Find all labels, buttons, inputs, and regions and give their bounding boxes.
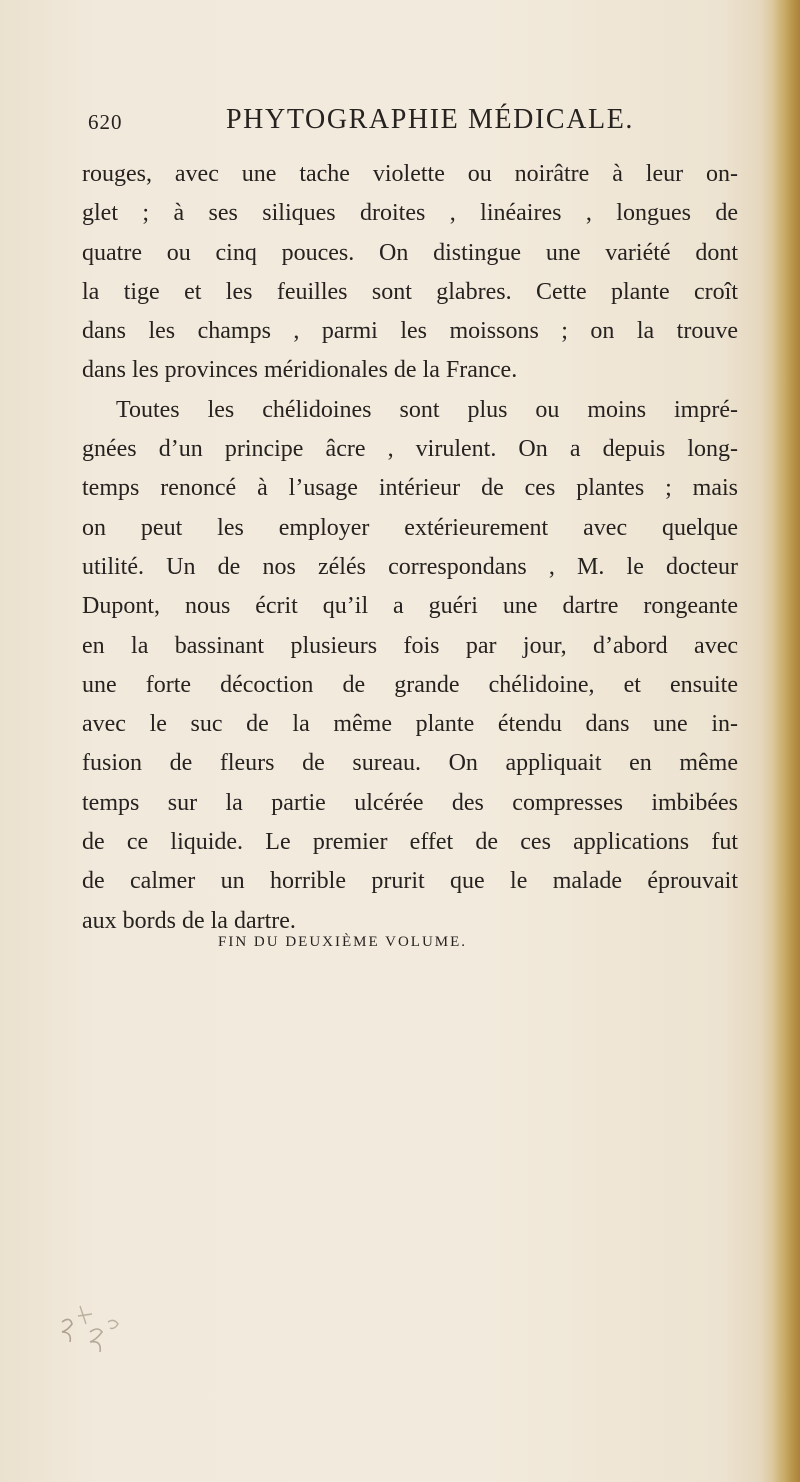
text-line: en la bassinant plusieurs fois par jour, d’abord avec: [82, 632, 738, 659]
text-line: Toutes les chélidoines sont plus ou moins impré-: [116, 396, 738, 423]
text-line: utilité. Un de nos zélés correspondans , M. le docteur: [82, 553, 738, 580]
text-line: aux bords de la dartre.: [82, 907, 296, 934]
text-line: quatre ou cinq pouces. On distingue une variété dont: [82, 239, 738, 266]
text-line: dans les champs , parmi les moissons ; on la trouve: [82, 318, 738, 345]
handwritten-mark: [50, 1300, 140, 1370]
page-header: [88, 104, 748, 144]
text-line: une forte décoction de grande chélidoine, et ensuite: [82, 671, 738, 698]
text-line: dans les provinces méridionales de la France.: [82, 357, 518, 384]
text-line: la tige et les feuilles sont glabres. Cette plante croît: [82, 278, 738, 305]
text-line: temps sur la partie ulcérée des compresses imbibées: [82, 789, 738, 816]
body-text: [82, 155, 738, 941]
text-line: on peut les employer extérieurement avec quelque: [82, 514, 738, 541]
end-of-volume-note: FIN DU DEUXIÈME VOLUME.: [218, 934, 468, 950]
running-title: PHYTOGRAPHIE MÉDICALE.: [226, 104, 635, 135]
text-line: de calmer un horrible prurit que le malade éprouvait: [82, 868, 738, 895]
text-line: de ce liquide. Le premier effet de ces applications fut: [82, 829, 738, 856]
text-line: avec le suc de la même plante étendu dans une in-: [82, 711, 738, 738]
text-line: Dupont, nous écrit qu’il a guéri une dartre rongeante: [82, 593, 738, 620]
page-binding-edge: [772, 0, 800, 1482]
text-line: gnées d’un principe âcre , virulent. On a depuis long-: [82, 436, 738, 463]
text-line: glet ; à ses siliques droites , linéaires , longues de: [82, 200, 738, 227]
text-line: rouges, avec une tache violette ou noirâtre à leur on-: [82, 161, 738, 187]
page-number: 620: [88, 110, 123, 134]
text-line: fusion de fleurs de sureau. On appliquait en même: [82, 750, 738, 777]
text-line: temps renoncé à l’usage intérieur de ces plantes ; mais: [82, 475, 738, 502]
